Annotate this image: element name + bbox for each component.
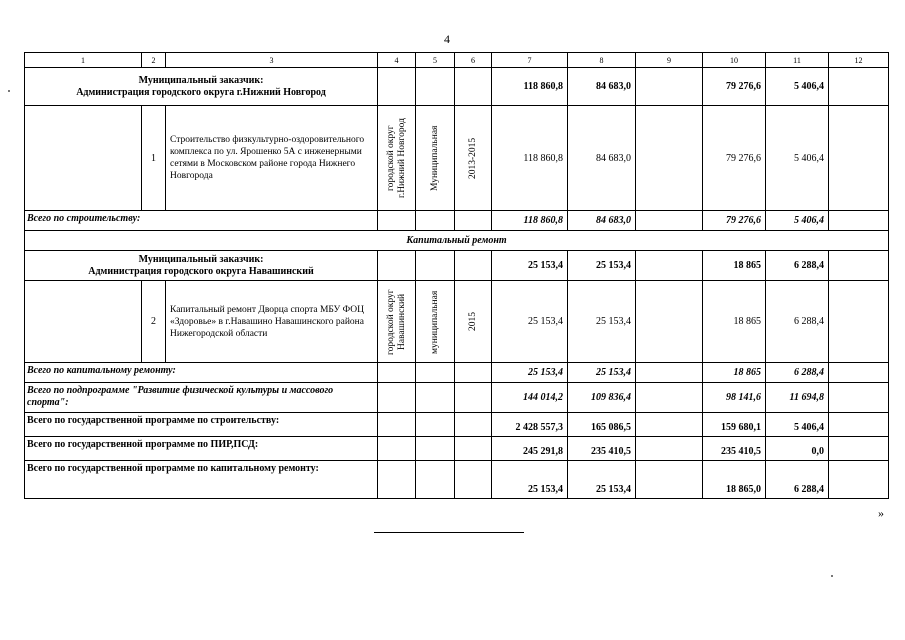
cell-col7: 118 860,8 [492,106,568,211]
scan-speck [831,575,833,577]
col-header: 8 [568,53,636,68]
col-header: 1 [25,53,142,68]
col-header: 9 [636,53,703,68]
cell-col8: 84 683,0 [568,106,636,211]
col-header: 10 [703,53,766,68]
cell-col7: 144 014,2 [492,383,568,413]
cell-col7: 25 153,4 [492,251,568,281]
cell-col7: 118 860,8 [492,211,568,231]
cell-col11: 6 288,4 [766,461,829,499]
section-row [25,231,889,251]
customer-label: Муниципальный заказчик: Администрация городского округа Навашинский [25,251,378,281]
ownership-type: муниципальная [429,289,440,354]
total-label: Всего по капитальному ремонту: [25,363,378,383]
cell-col10: 18 865 [703,251,766,281]
project-row [25,106,889,211]
total-row [25,363,889,383]
cell-col10: 18 865 [703,281,766,363]
project-number: 2 [142,281,166,363]
cell-col8: 25 153,4 [568,363,636,383]
cell-col8: 84 683,0 [568,68,636,106]
total-row [25,383,889,413]
cell-col8: 25 153,4 [568,251,636,281]
total-label: Всего по строительству: [25,211,378,231]
total-label: Всего по государственной программе по ПИР,ПСД: [25,437,378,461]
customer-row [25,68,889,106]
total-label: Всего по государственной программе по капитальному ремонту: [25,461,378,499]
municipality: городской округ г.Нижний Новгород [385,118,407,198]
project-number: 1 [142,106,166,211]
project-description: Капитальный ремонт Дворца спорта МБУ ФОЦ «Здоровье» в г.Навашино Навашинского района Нижегородской области [166,281,378,363]
cell-col10: 18 865 [703,363,766,383]
cell-col11: 5 406,4 [766,106,829,211]
ownership-type: Муниципальная [429,125,440,191]
closing-quote: » [878,506,884,520]
cell-col7: 2 428 557,3 [492,413,568,437]
period: 2013-2015 [467,137,478,179]
cell-col7: 118 860,8 [492,68,568,106]
col-header: 2 [142,53,166,68]
cell-col11: 5 406,4 [766,413,829,437]
cell-col10: 98 141,6 [703,383,766,413]
total-label: Всего по подпрограмме "Развитие физической культуры и массового спорта": [25,383,378,413]
cell-col10: 18 865,0 [703,461,766,499]
cell-col11: 6 288,4 [766,251,829,281]
scan-speck [8,90,10,92]
period: 2015 [467,312,478,331]
cell-col8: 109 836,4 [568,383,636,413]
customer-row [25,251,889,281]
col-header: 12 [829,53,889,68]
cell-col8: 25 153,4 [568,281,636,363]
col-header: 3 [166,53,378,68]
cell-col10: 79 276,6 [703,68,766,106]
cell-col11: 5 406,4 [766,211,829,231]
col-header: 7 [492,53,568,68]
cell-col8: 25 153,4 [568,461,636,499]
total-row [25,211,889,231]
end-rule [374,532,524,533]
section-title: Капитальный ремонт [25,231,889,251]
col-header: 4 [378,53,416,68]
total-label: Всего по государственной программе по строительству: [25,413,378,437]
project-row [25,281,889,363]
total-row [25,413,889,437]
cell-col10: 235 410,5 [703,437,766,461]
cell-col7: 245 291,8 [492,437,568,461]
col-header: 5 [416,53,455,68]
total-row [25,461,889,499]
cell-col8: 235 410,5 [568,437,636,461]
cell-col11: 6 288,4 [766,363,829,383]
cell-col7: 25 153,4 [492,281,568,363]
budget-table [24,52,889,499]
col-header: 11 [766,53,829,68]
cell-col11: 0,0 [766,437,829,461]
cell-col11: 6 288,4 [766,281,829,363]
cell-col11: 5 406,4 [766,68,829,106]
column-number-row [25,53,889,68]
cell-col10: 79 276,6 [703,211,766,231]
cell-col8: 84 683,0 [568,211,636,231]
cell-col10: 159 680,1 [703,413,766,437]
project-description: Строительство физкультурно-оздоровительного комплекса по ул. Ярошенко 5А с инженерными сетями в Московском районе города Нижнего Новгорода [166,106,378,211]
total-row [25,437,889,461]
cell-col11: 11 694,8 [766,383,829,413]
cell-col7: 25 153,4 [492,461,568,499]
page-number: 4 [444,32,450,46]
cell-col8: 165 086,5 [568,413,636,437]
customer-label: Муниципальный заказчик: Администрация городского округа г.Нижний Новгород [25,68,378,106]
cell-col10: 79 276,6 [703,106,766,211]
cell-col7: 25 153,4 [492,363,568,383]
municipality: городской округ Навашинский [385,288,407,355]
col-header: 6 [455,53,492,68]
